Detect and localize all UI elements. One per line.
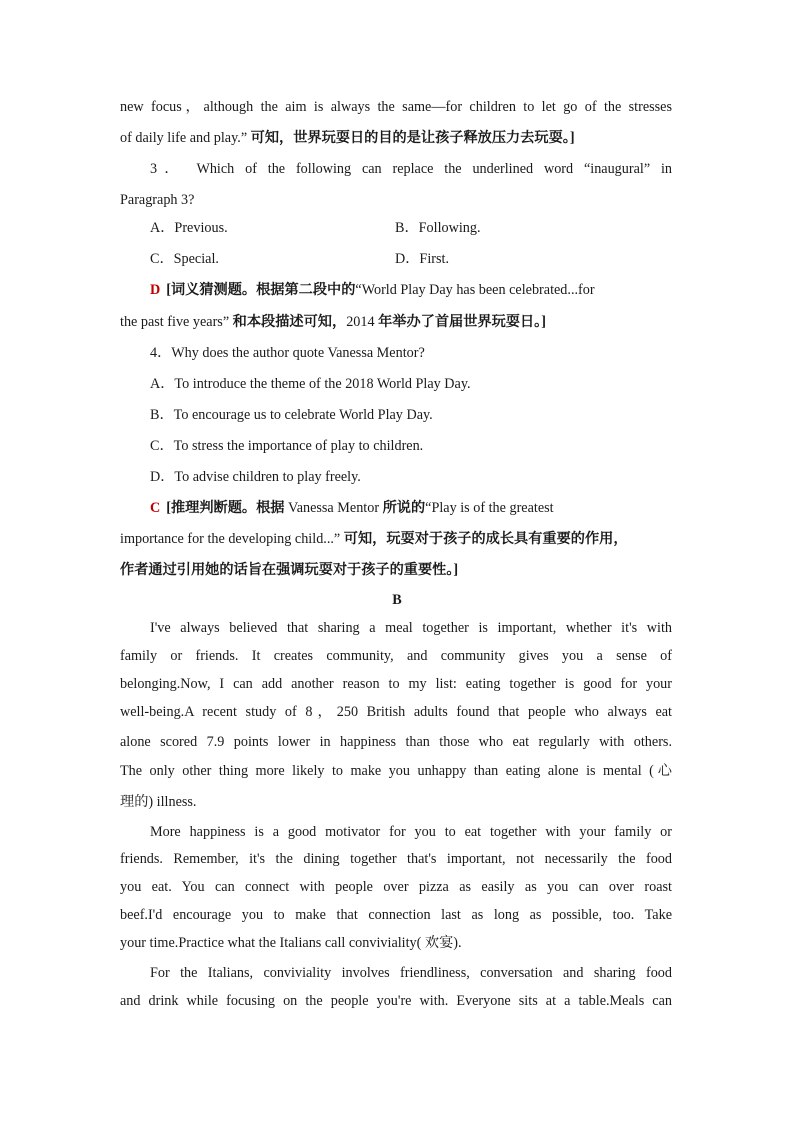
p1-line-6: The only other thing more likely to make you unhappy than eating alone is mental (心 [120,763,672,779]
q3-exp2-cn: 和本段描述可知， [232,314,347,330]
prev-explanation-cn: 可知，世界玩耍日的目的是让孩子释放压力去玩耍。] [250,130,575,146]
q4-option-b: B．To encourage us to celebrate World Play Day. [150,407,433,423]
p2-line-1: More happiness is a good motivator for you to eat together with your family or [150,824,672,840]
p2-line-2: friends. Remember, it's the dining together that's important, not necessarily the food [120,851,672,867]
q3-answer: D [150,282,161,298]
q3-exp2-cn2: 年举办了首届世界玩耍日。] [374,314,546,330]
q4-option-c: C．To stress the importance of play to children. [150,438,424,454]
q4-answer: C [150,500,161,516]
q3-stem-line-1: 3． Which of the following can replace the underlined word “inaugural” in [150,161,672,177]
q3-exp2-num: 2014 [346,314,375,330]
q4-explanation-line-2 [120,529,672,549]
q3-exp-cn: [词义猜测题。根据第二段中的 [166,282,356,298]
p3-line-2: and drink while focusing on the people you're with. Everyone sits at a table.Meals can [120,993,672,1009]
p1-line-5: alone scored 7.9 points lower in happiness than those who eat regularly with others. [120,734,672,750]
q4-explanation-line-1 [150,498,672,518]
q4-explanation-line-3 [120,560,672,580]
p2-line-5: your time.Practice what the Italians call conviviality( 欢宴). [120,935,462,951]
p1-line-3: belonging.Now, I can add another reason to my list: eating together is good for your [120,676,672,692]
p3-line-1: For the Italians, conviviality involves friendliness, conversation and sharing food [150,965,672,981]
p1-line-4: well-being.A recent study of 8，250 British adults found that people who always eat [120,704,672,720]
q4-exp-en2: “Play is of the greatest [425,500,554,516]
p1-line-1: I've always believed that sharing a meal together is important, whether it's with [150,620,672,636]
prev-explanation-line-1: new focus，although the aim is always the same—for children to let go of the stresses [120,99,672,115]
q3-exp-en: “World Play Day has been celebrated...for [355,282,595,298]
q3-option-d: D．First. [395,251,449,267]
q4-exp-cn2: 所说的 [382,500,426,516]
p1-line-2: family or friends. It creates community, and community gives you a sense of [120,648,672,664]
p2-line-3: you eat. You can connect with people over pizza as easily as you can over roast [120,879,672,895]
q4-exp-cn1: [推理判断题。根据 [166,500,285,516]
q4-exp2-en: importance for the developing child...” [120,531,344,547]
q4-exp2-cn: 可知，玩耍对于孩子的成长具有重要的作用， [343,531,628,547]
prev-explanation-en: of daily life and play.” [120,130,251,146]
q4-option-a: A．To introduce the theme of the 2018 World Play Day. [150,376,471,392]
section-b-title: B [392,592,402,608]
q3-option-c: C．Special. [150,251,219,267]
q4-exp3-cn: 作者通过引用她的话旨在强调玩耍对于孩子的重要性。] [120,562,459,578]
q3-option-b: B．Following. [395,220,481,236]
q3-exp2-en: the past five years” [120,314,233,330]
p2-line-4: beef.I'd encourage you to make that connection last as long as possible, too. Take [120,907,672,923]
q3-option-a: A．Previous. [150,220,228,236]
q4-exp-en1: Vanessa Mentor [284,500,383,516]
prev-explanation-line-2 [120,128,672,148]
q3-explanation-line-1 [150,280,672,300]
q4-stem: 4．Why does the author quote Vanessa Mentor? [150,345,425,361]
q3-stem-line-2: Paragraph 3? [120,192,195,208]
q4-option-d: D．To advise children to play freely. [150,469,361,485]
p1-line-7: 理的) illness. [120,794,197,810]
q3-explanation-line-2 [120,312,672,332]
